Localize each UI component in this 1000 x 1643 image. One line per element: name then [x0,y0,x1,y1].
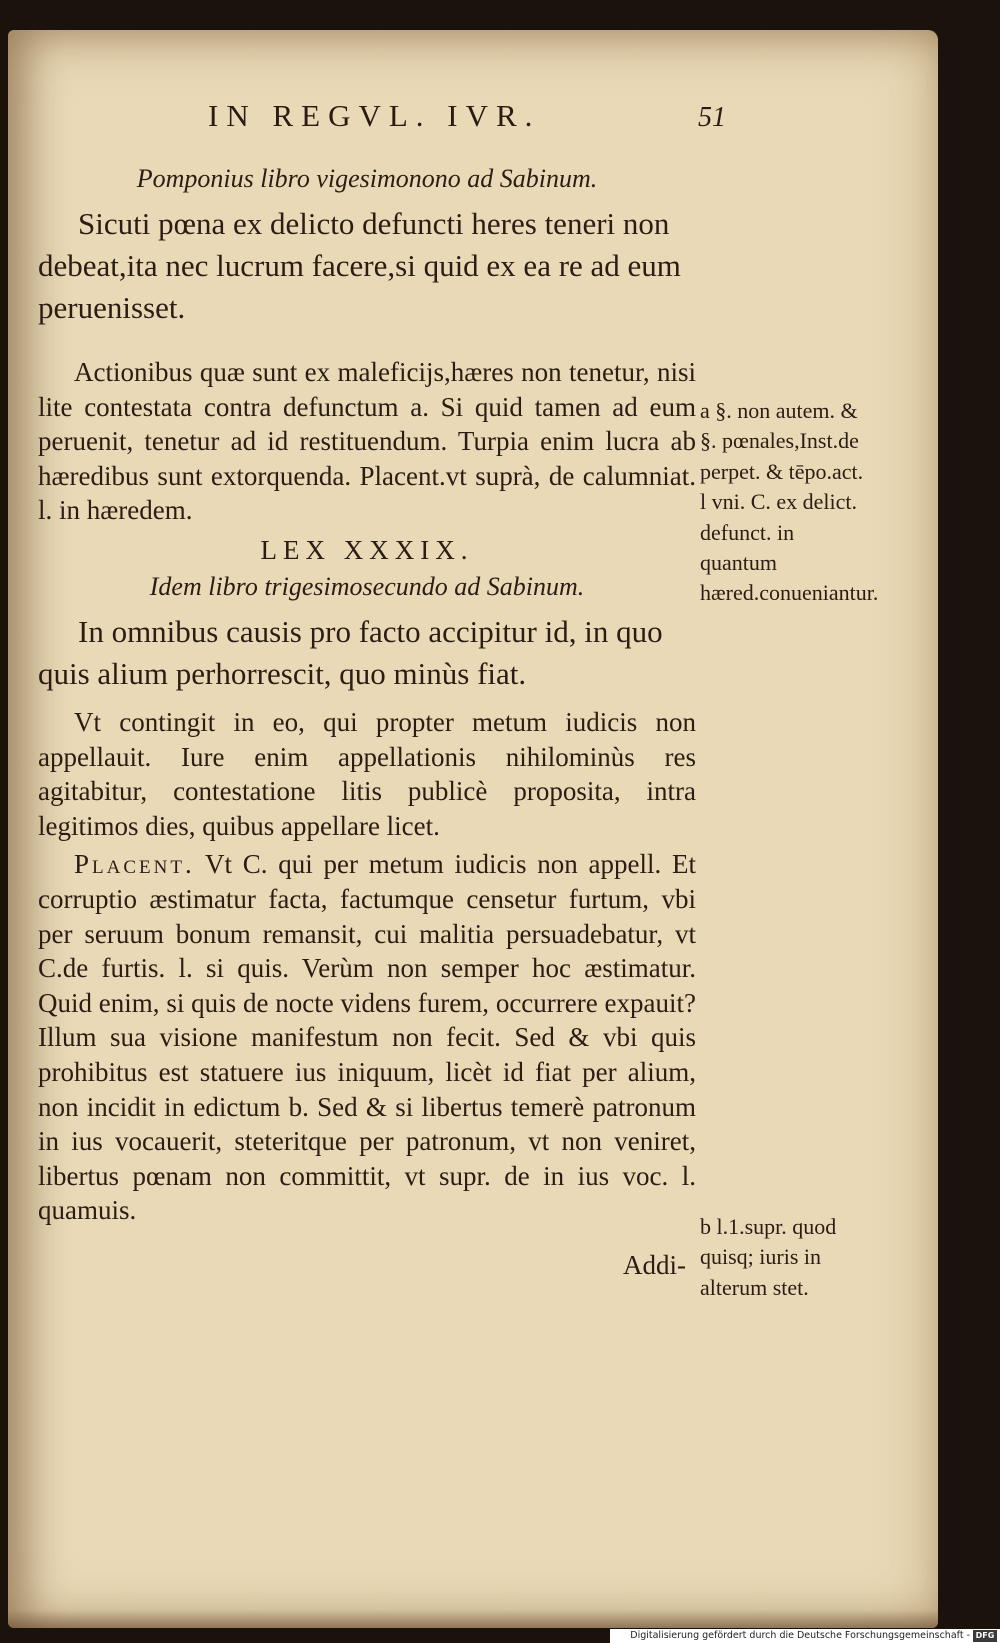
margin-note-b: b l.1.supr. quod quisq; iuris in alterum stet. [700,1214,837,1300]
gloss-lead-word: Placent. [74,849,195,880]
running-head: IN REGVL. IVR. [208,98,541,133]
rubric-idem: Idem libro trigesimosecundo ad Sabinum. [149,571,585,601]
lex-title: LEX XXXIX. [260,534,474,565]
catchword: Addi- [623,1249,686,1280]
rule-text-1: Sicuti pœna ex delicto defuncti heres teneri non debeat,ita nec lucrum facere,si quid ex ea re ad eum peruenisset. [38,206,681,325]
dfg-logo: DFG [973,1630,997,1642]
gloss-paragraph-3 [38,847,696,1228]
page-number: 51 [698,102,726,133]
rubric-pomponius: Pomponius libro vigesimonono ad Sabinum. [136,164,598,193]
rule-text-2: In omnibus causis pro facto accipitur id, in quo quis alium perhorrescit, quo minùs fiat. [38,613,663,691]
margin-note-a: a §. non autem. & §. pœnales,Inst.de perpet. & tēpo.act. l vni. C. ex delict. defunct. in quantum hæred.conueniantur. [700,398,879,606]
digitization-credit: Digitalisierung gefördert durch die Deutsche Forschungsgemeinschaft - [610,1629,1000,1643]
gloss-paragraph-2: Vt contingit in eo, qui propter metum iudicis non appellauit. Iure enim appellationis nihilominùs res agitabitur, contestatione litis publicè proposita, intra legitimos dies, quibus appellare licet. [38,706,696,841]
gloss-paragraph-3-body: Vt C. qui per metum iudicis non appell. Et corruptio æstimatur facta, factumque censetur furtum, vbi per seruum bonum remansit, cui malitia persuadebatur, vt C.de furtis. l. si quis. Verùm non semper hoc æstimatur. Quid enim, si quis de nocte videns furem, occurrere expauit? Illum sua visione manifestum non fecit. Sed & vbi quis prohibitus est statuere ius iniquum, licèt id fiat per alium, non incidit in edictum b. Sed & si libertus temerè patronum in ius vocauerit, steteritque per patronum, vt non veniret, libertus pœnam non committit, vt supr. de in ius voc. l. quamuis. [38,849,697,1226]
main-text-column [38,160,696,1281]
book-page [8,30,938,1628]
gloss-paragraph-1: Actionibus quæ sunt ex maleficijs,hæres non tenetur, nisi lite contestata contra defunctum a. Si quid tamen ad eum peruenit, tenetur ad id restituendum. Turpia enim lucra ab hæredibus sunt extorquenda. Placent.vt suprà, de calumniat. l. in hæredem. [38,357,696,526]
